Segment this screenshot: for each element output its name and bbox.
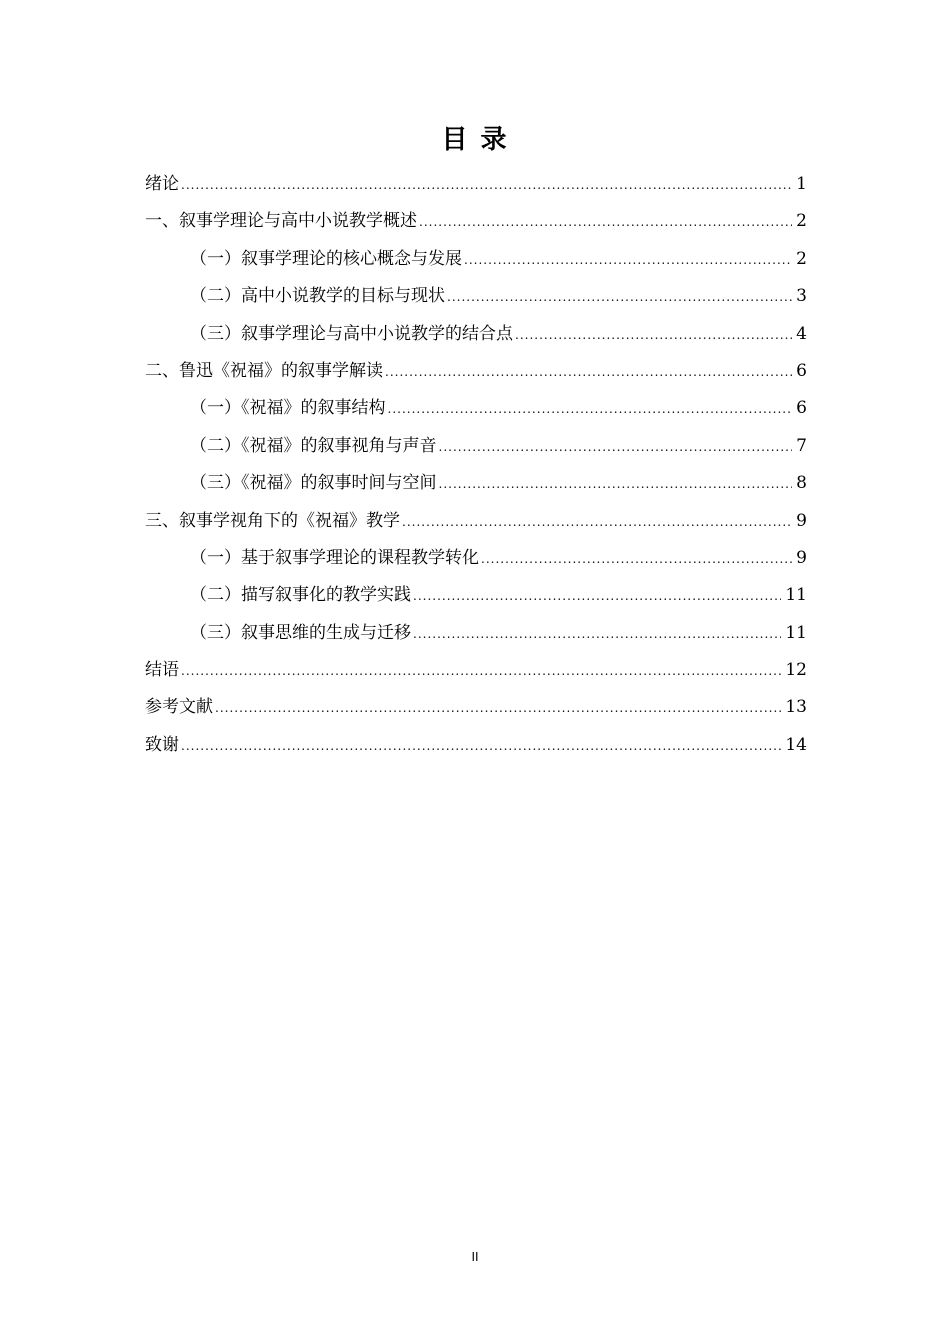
toc-entry[interactable] xyxy=(145,615,807,652)
toc-entry-label: 三、叙事学视角下的《祝福》教学 xyxy=(145,510,400,531)
toc-dot-leader xyxy=(402,504,792,541)
toc-entry-label: （二）《祝福》的叙事视角与声音 xyxy=(190,435,437,456)
toc-entry[interactable] xyxy=(145,316,807,353)
toc-entry-page: 12 xyxy=(785,660,807,681)
toc-entry-label: 致谢 xyxy=(145,734,179,755)
toc-entry[interactable] xyxy=(145,652,807,689)
toc-entry[interactable] xyxy=(145,353,807,390)
toc-entry-page: 4 xyxy=(796,323,807,344)
toc-dot-leader xyxy=(464,242,792,279)
toc-entry-page: 2 xyxy=(796,248,807,269)
toc-entry-label: 参考文献 xyxy=(145,697,213,718)
toc-dot-leader xyxy=(388,391,793,428)
toc-entry[interactable] xyxy=(145,203,807,240)
toc-entry-label: 一、叙事学理论与高中小说教学概述 xyxy=(145,211,417,232)
toc-dot-leader xyxy=(515,317,792,354)
toc-dot-leader xyxy=(385,354,792,391)
toc-entry-page: 11 xyxy=(785,622,807,643)
toc-entry-page: 2 xyxy=(796,211,807,232)
toc-entry[interactable] xyxy=(145,390,807,427)
toc-entry[interactable] xyxy=(145,540,807,577)
toc-dot-leader xyxy=(215,690,781,727)
toc-entry-label: （三）《祝福》的叙事时间与空间 xyxy=(190,473,437,494)
toc-entry[interactable] xyxy=(145,166,807,203)
toc-entry[interactable] xyxy=(145,241,807,278)
toc-entry-page: 13 xyxy=(785,697,807,718)
toc-entry-page: 14 xyxy=(785,734,807,755)
toc-dot-leader xyxy=(439,466,793,503)
toc-entry-page: 1 xyxy=(796,174,807,194)
toc-entry[interactable] xyxy=(145,727,807,764)
toc-entry-label: （三）叙事思维的生成与迁移 xyxy=(190,622,411,643)
toc-entry-page: 9 xyxy=(796,510,807,531)
toc-entry[interactable] xyxy=(145,503,807,540)
toc-entry-page: 6 xyxy=(796,360,807,381)
toc-entry-label: 绪论 xyxy=(145,174,179,194)
toc-entry-page: 9 xyxy=(796,547,807,568)
page-number: II xyxy=(471,1250,479,1264)
toc-dot-leader xyxy=(181,728,781,765)
toc-dot-leader xyxy=(181,653,781,690)
toc-entry-page: 8 xyxy=(796,473,807,494)
toc-title: 目 录 xyxy=(441,125,509,155)
toc-dot-leader xyxy=(439,429,793,466)
toc-entry-label: 结语 xyxy=(145,660,179,681)
toc-entry-label: 二、鲁迅《祝福》的叙事学解读 xyxy=(145,360,383,381)
toc-dot-leader xyxy=(413,616,781,653)
toc-entry-page: 3 xyxy=(796,286,807,307)
toc-entry[interactable] xyxy=(145,278,807,315)
toc-entry[interactable] xyxy=(145,428,807,465)
toc-entry-label: （一）叙事学理论的核心概念与发展 xyxy=(190,248,462,269)
toc-entry[interactable] xyxy=(145,465,807,502)
toc-entry-page: 7 xyxy=(796,435,807,456)
toc-entry[interactable] xyxy=(145,577,807,614)
toc-list xyxy=(145,166,807,764)
toc-dot-leader xyxy=(481,541,792,578)
toc-dot-leader xyxy=(419,204,792,241)
toc-entry-page: 6 xyxy=(796,398,807,419)
toc-entry-label: （二）描写叙事化的教学实践 xyxy=(190,585,411,606)
toc-dot-leader xyxy=(413,578,781,615)
toc-entry[interactable] xyxy=(145,689,807,726)
toc-entry-label: （二）高中小说教学的目标与现状 xyxy=(190,286,445,307)
toc-dot-leader xyxy=(447,279,792,316)
toc-entry-label: （一）基于叙事学理论的课程教学转化 xyxy=(190,547,479,568)
toc-entry-label: （一）《祝福》的叙事结构 xyxy=(190,398,386,419)
toc-entry-page: 11 xyxy=(785,585,807,606)
toc-dot-leader xyxy=(181,167,792,204)
toc-entry-label: （三）叙事学理论与高中小说教学的结合点 xyxy=(190,323,513,344)
